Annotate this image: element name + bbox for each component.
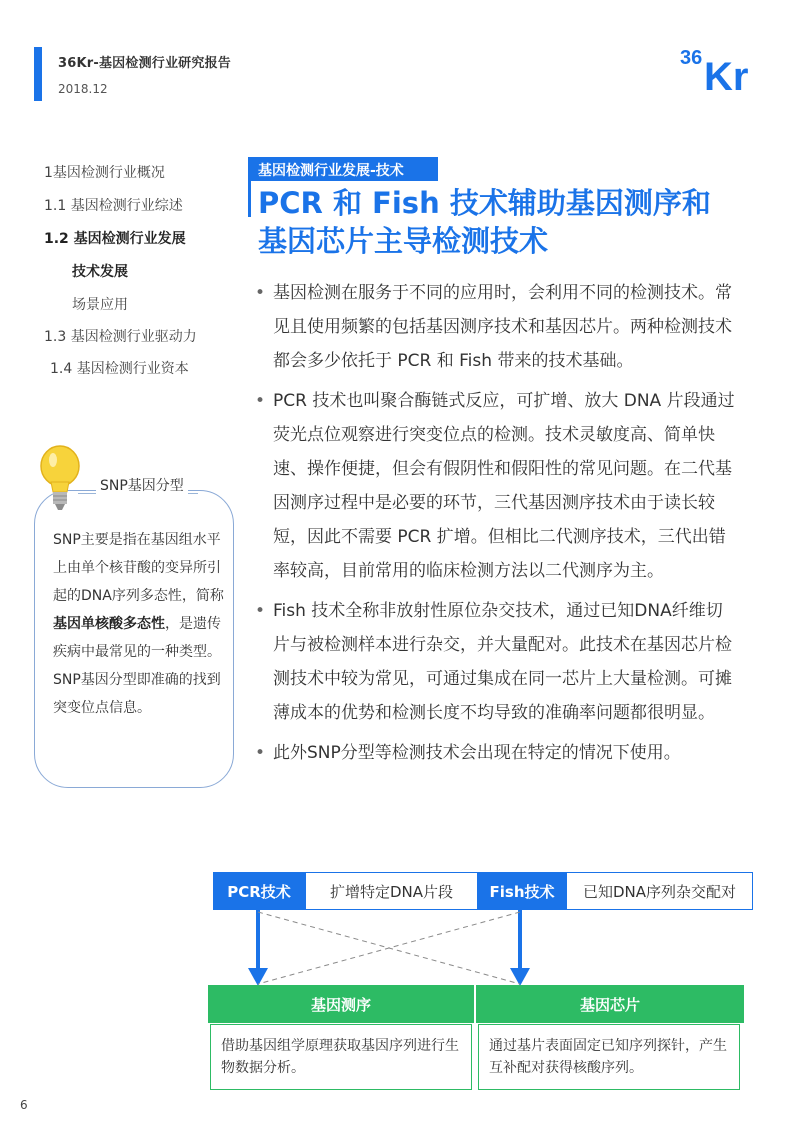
page-title: PCR 和 Fish 技术辅助基因测序和基因芯片主导检测技术 bbox=[258, 186, 711, 258]
callout-text: SNP主要是指在基因组水平上由单个核苷酸的变异所引起的DNA序列多态性，简称基因单核酸多态性，是遗传疾病中最常见的一种类型。SNP基因分型即准确的找到突变位点信息。 bbox=[53, 532, 224, 716]
fish-desc-box: 已知DNA序列杂交配对 bbox=[566, 872, 753, 910]
gene-sequencing-desc: 借助基因组学原理获取基因序列进行生物数据分析。 bbox=[210, 1024, 472, 1090]
lightbulb-icon bbox=[38, 444, 82, 512]
header-accent-bar bbox=[34, 47, 42, 101]
bullet-list bbox=[255, 276, 735, 776]
bullet-item: • 基因检测在服务于不同的应用时，会利用不同的检测技术。常见且使用频繁的包括基因测序技术和基因芯片。两种检测技术都会多少依托于 PCR 和 Fish 带来的技术基础。 bbox=[255, 276, 735, 378]
nav-item-development[interactable]: 1.2 基因检测行业发展 bbox=[44, 231, 186, 247]
nav-item-drivers[interactable]: 1.3 基因检测行业驱动力 bbox=[44, 329, 197, 345]
36kr-logo bbox=[680, 40, 768, 96]
report-title: 36Kr-基因检测行业研究报告 bbox=[58, 56, 231, 71]
svg-text:36: 36 bbox=[680, 47, 703, 69]
nav-item-capital[interactable]: 1.4 基因检测行业资本 bbox=[50, 361, 189, 377]
pcr-label-box: PCR技术 bbox=[213, 872, 305, 910]
gene-chip-desc: 通过基片表面固定已知序列探针，产生互补配对获得核酸序列。 bbox=[478, 1024, 740, 1090]
nav-item-overview[interactable]: 1基因检测行业概况 bbox=[44, 165, 165, 181]
bullet-item: • 此外SNP分型等检测技术会出现在特定的情况下使用。 bbox=[255, 736, 735, 770]
bullet-item: • Fish 技术全称非放射性原位杂交技术，通过已知DNA纤维切片与被检测样本进行杂交，并大量配对。此技术在基因芯片检测技术中较为常见，可通过集成在同一芯片上大量检测。可摊薄成本的优势和检测长度不均导致的准确率问题都很明显。 bbox=[255, 594, 735, 730]
pcr-desc-box: 扩增特定DNA片段 bbox=[305, 872, 478, 910]
nav-item-tech-development[interactable]: 技术发展 bbox=[72, 264, 128, 280]
gene-sequencing-box: 基因测序 bbox=[208, 985, 474, 1023]
nav-item-summary[interactable]: 1.1 基因检测行业综述 bbox=[44, 198, 183, 214]
fish-label-box: Fish技术 bbox=[478, 872, 566, 910]
section-tag: 基因检测行业发展-技术 bbox=[248, 157, 438, 181]
bullet-item: • PCR 技术也叫聚合酶链式反应，可扩增、放大 DNA 片段通过荧光点位观察进行突变位点的检测。技术灵敏度高、简单快速、操作便捷，但会有假阴性和假阳性的常见问题。在二代基因测序过程中是必要的环节，三代基因测序技术由于读长较短，因此不需要 PCR 扩增。但相比二代测序技术，三代出错率较高，目前常用的临床检测方法以二代测序为主。 bbox=[255, 384, 735, 588]
callout-title: SNP基因分型 bbox=[96, 475, 188, 495]
svg-text:Kr: Kr bbox=[704, 55, 749, 96]
page-number: 6 bbox=[20, 1098, 28, 1112]
nav-item-scenario[interactable]: 场景应用 bbox=[72, 297, 128, 313]
report-date: 2018.12 bbox=[58, 82, 108, 96]
gene-chip-box: 基因芯片 bbox=[476, 985, 744, 1023]
section-accent-line bbox=[248, 181, 251, 217]
callout-bold-term: 基因单核酸多态性 bbox=[53, 616, 165, 632]
